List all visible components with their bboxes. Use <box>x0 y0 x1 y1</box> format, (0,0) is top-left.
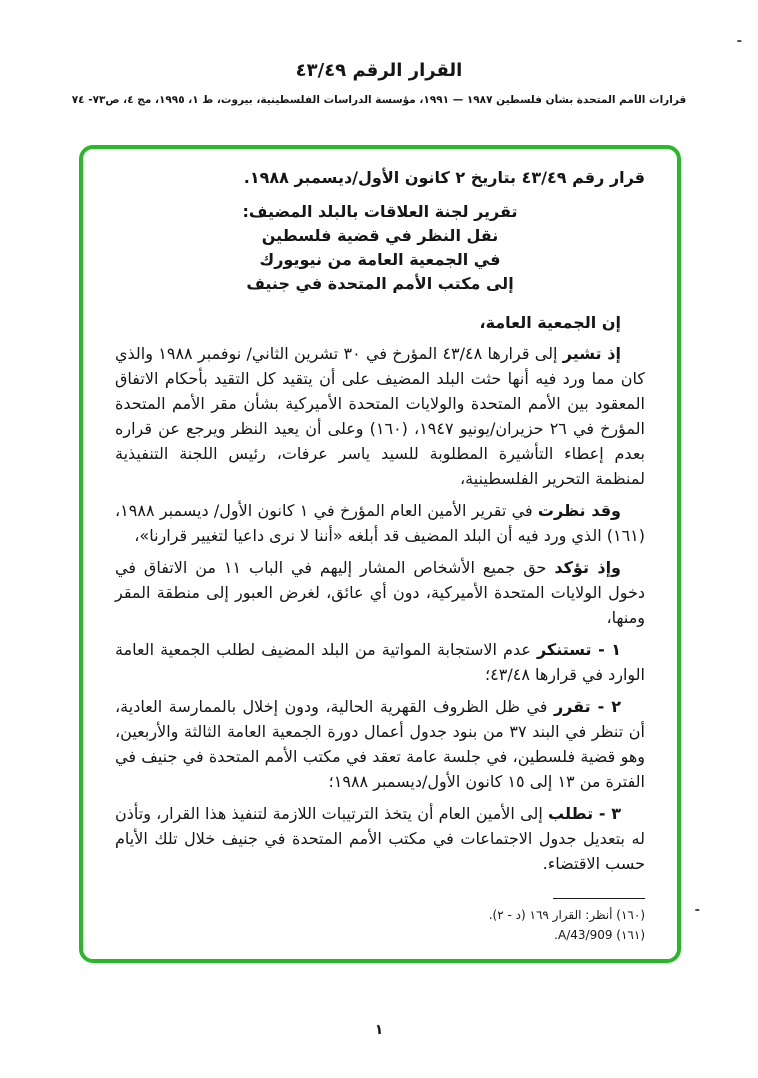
paragraph-lead: ٢ - تقرر <box>553 697 622 716</box>
paragraph-lead: وقد نظرت <box>537 501 621 520</box>
paragraph-text: إلى الأمين العام أن يتخذ الترتيبات اللازمة لتنفيذ هذا القرار، وتأذن له بتعديل جدول الاجتماعات في مكتب الأمم المتحدة في جنيف خلال تلك الأيام حسب الاقتضاء. <box>115 804 645 873</box>
preambular-paragraph-3 <box>115 555 645 630</box>
resolution-subtitle <box>115 200 645 296</box>
resolution-frame <box>79 145 681 963</box>
scan-mark-side: - <box>694 903 700 918</box>
preambular-paragraph-2 <box>115 498 645 548</box>
paragraph-text: عدم الاستجابة المواتية من البلد المضيف لطلب الجمعية العامة الوارد في قرارها ٤٣/٤٨؛ <box>115 640 645 684</box>
subtitle-line: نقل النظر في قضية فلسطين <box>261 226 499 245</box>
resolution-opening: إن الجمعية العامة، <box>479 313 621 332</box>
paragraph-text: في ظل الظروف القهرية الحالية، ودون إخلال بالممارسة العادية، أن تنظر في البند ٣٧ من بنود جدول أعمال دورة الجمعية العامة الثالثة والأربعين، وهو قضية فلسطين، في جلسة عامة تعقد في مكتب الأمم المتحدة في جنيف في الفترة من ١٣ إلى ١٥ كانون الأول/ديسمبر ١٩٨٨؛ <box>115 697 645 791</box>
scan-mark-top: - <box>736 34 742 49</box>
source-citation: قرارات الأمم المتحدة بشأن فلسطين ١٩٨٧ — ١٩٩١، مؤسسة الدراسات الفلسطينية، بيروت، ط ١، ١٩٩٥، مج ٤، ص٧٣- ٧٤ <box>71 94 687 106</box>
footnotes-section <box>115 898 645 945</box>
preambular-paragraph-1 <box>115 341 645 491</box>
resolution-body <box>83 149 677 959</box>
resolution-heading: قرار رقم ٤٣/٤٩ بتاريخ ٢ كانون الأول/ديسمبر ١٩٨٨. <box>243 168 645 187</box>
footnote-line-160: (١٦٠) أنظر: القرار ١٦٩ (د - ٢). <box>488 908 645 922</box>
paragraph-text: إلى قرارها ٤٣/٤٨ المؤرخ في ٣٠ تشرين الثاني/ نوفمبر ١٩٨٨ والذي كان مما ورد فيه أنها حثت البلد المضيف على أن يتقيد كل التقيد بأحكام الاتفاق المعقود بين الأمم المتحدة والولايات المتحدة الأميركية بشأن مقر الأمم المتحدة المؤرخ في ٢٦ حزيران/يونيو ١٩٤٧، (١٦٠) وعلى أن يعيد النظر ويرجع عن قراره بعدم إعطاء التأشيرة المطلوبة للسيد ياسر عرفات، رئيس اللجنة التنفيذية لمنظمة التحرير الفلسطينية، <box>115 344 645 488</box>
operative-paragraph-2 <box>115 694 645 794</box>
page-number: ١ <box>374 1022 384 1038</box>
paragraph-lead: ٣ - تطلب <box>548 804 621 823</box>
paragraph-lead: ١ - تستنكر <box>536 640 622 659</box>
paragraph-lead: إذ تشير <box>562 344 621 363</box>
operative-paragraph-1 <box>115 637 645 687</box>
subtitle-line: إلى مكتب الأمم المتحدة في جنيف <box>246 274 514 293</box>
subtitle-line: تقرير لجنة العلاقات بالبلد المضيف: <box>242 202 518 221</box>
paragraph-lead: وإذ تؤكد <box>554 558 622 577</box>
paragraph-text: حق جميع الأشخاص المشار إليهم في الباب ١١ من الاتفاق في دخول الولايات المتحدة الأميركية، دون أي عائق، لغرض العبور إلى منطقة المقر ومنها، <box>115 558 645 627</box>
footnote-separator <box>553 898 645 899</box>
footnote-line-161: (١٦١) A/43/909. <box>554 928 645 942</box>
paragraph-text: في تقرير الأمين العام المؤرخ في ١ كانون الأول/ ديسمبر ١٩٨٨، (١٦١) الذي ورد فيه أن البلد المضيف قد أبلغه «أننا لا نرى داعيا لتغيير قرارنا»، <box>115 501 645 545</box>
page-title: القرار الرقم ٤٣/٤٩ <box>295 60 463 81</box>
subtitle-line: في الجمعية العامة من نيويورك <box>259 250 501 269</box>
operative-paragraph-3 <box>115 801 645 876</box>
